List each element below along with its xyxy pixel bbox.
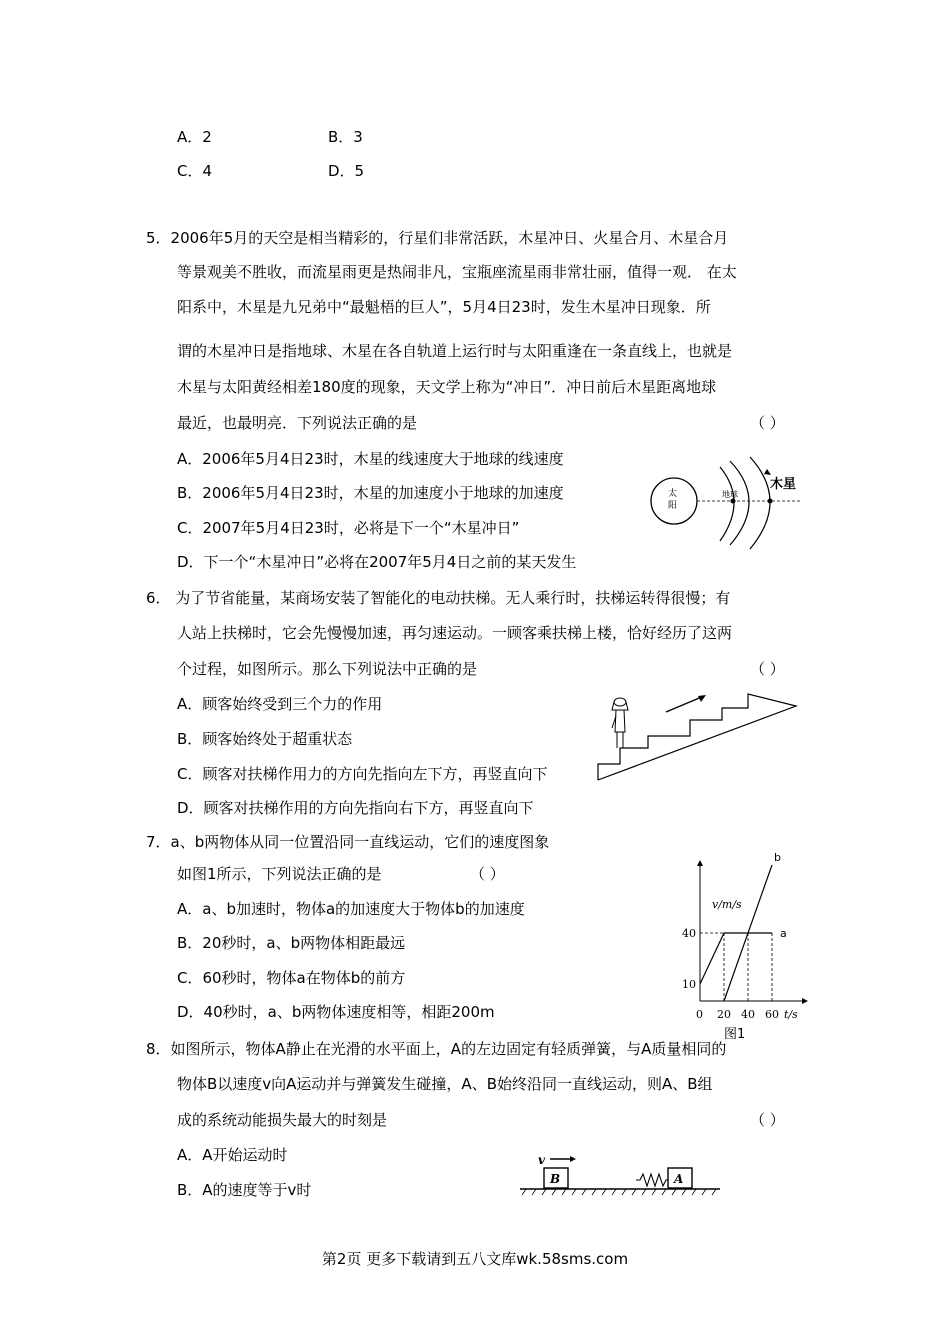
x-axis-arrow-icon xyxy=(802,998,808,1004)
block-b-label: B xyxy=(550,1172,561,1186)
q6-option-c: C．顾客对扶梯作用力的方向先指向左下方，再竖直向下 xyxy=(177,765,548,783)
escalator-figure xyxy=(590,688,805,783)
earth-orbit xyxy=(720,467,734,541)
page-footer: 第2页 更多下载请到五八文库wk.58sms.com xyxy=(321,1250,629,1268)
y-axis-label: v/m/s xyxy=(712,898,742,911)
q7-option-d: D．40秒时，a、b两物体速度相等，相距200m xyxy=(177,1003,495,1021)
earth-label: 地球 xyxy=(722,490,738,499)
series-label-a: a xyxy=(780,927,787,940)
y-tick-label: 10 xyxy=(682,978,696,991)
q5-option-b: B．2006年5月4日23时，木星的加速度小于地球的加速度 xyxy=(177,484,564,502)
q4-option-a: A．2 xyxy=(177,128,212,146)
velocity-label: v xyxy=(538,1153,545,1167)
x-axis-label: t/s xyxy=(784,1008,798,1021)
q5-option-d: D．下一个“木星冲日”必将在2007年5月4日之前的某天发生 xyxy=(177,553,577,571)
spring xyxy=(636,1174,668,1186)
series-label-b: b xyxy=(774,851,781,864)
sun-label-a: 太 xyxy=(668,489,678,499)
q8-option-b: B．A的速度等于v时 xyxy=(177,1181,312,1199)
q7-option-a: A．a、b加速时，物体a的加速度大于物体b的加速度 xyxy=(177,900,525,918)
chart-title: 图1 xyxy=(724,1027,746,1042)
q7-option-c: C．60秒时，物体a在物体b的前方 xyxy=(177,969,406,987)
q4-option-b: B．3 xyxy=(328,128,363,146)
q6-line: 个过程，如图所示。那么下列说法中正确的是 xyxy=(177,660,478,678)
q4-option-d: D．5 xyxy=(328,162,365,180)
earth-dot xyxy=(731,499,736,504)
y-axis-arrow-icon xyxy=(697,860,703,866)
orbit-arrow-icon xyxy=(764,469,771,475)
q5-line: 5．2006年5月的天空是相当精彩的，行星们非常活跃，木星冲日、火星合月、木星合月 xyxy=(146,229,729,247)
q5-line: 阳系中，木星是九兄弟中“最魁梧的巨人”，5月4日23时，发生木星冲日现象．所 xyxy=(177,298,711,316)
q8-option-a: A．A开始运动时 xyxy=(177,1146,288,1164)
x-tick-label: 20 xyxy=(717,1008,731,1021)
q7-option-b: B．20秒时，a、b两物体相距最远 xyxy=(177,934,406,952)
q6-option-d: D．顾客对扶梯作用的方向先指向右下方，再竖直向下 xyxy=(177,799,534,817)
block-a-label: A xyxy=(674,1172,684,1186)
velocity-arrow xyxy=(666,696,704,712)
q8-line: 8．如图所示，物体A静止在光滑的水平面上，A的左边固定有轻质弹簧，与A质量相同的 xyxy=(146,1040,727,1058)
velocity-arrow-icon xyxy=(570,1156,576,1162)
q8-line: 成的系统动能损失最大的时刻是 xyxy=(177,1111,388,1129)
q6-answer-bracket: （ ） xyxy=(750,660,785,678)
q5-option-c: C．2007年5月4日23时，必将是下一个“木星冲日” xyxy=(177,519,520,537)
y-tick-label: 40 xyxy=(682,927,696,940)
q7-line: 如图1所示，下列说法正确的是 xyxy=(177,865,382,883)
q7-line: 7．a、b两物体从同一位置沿同一直线运动，它们的速度图象 xyxy=(146,833,550,851)
q5-line: 谓的木星冲日是指地球、木星在各自轨道上运行时与太阳重逢在一条直线上，也就是 xyxy=(177,342,733,360)
q6-option-a: A．顾客始终受到三个力的作用 xyxy=(177,695,383,713)
q6-line: 人站上扶梯时，它会先慢慢加速，再匀速运动。一顾客乘扶梯上楼，恰好经历了这两 xyxy=(177,624,733,642)
q5-line: 木星与太阳黄经相差180度的现象，天文学上称为“冲日”．冲日前后木星距离地球 xyxy=(177,378,717,396)
velocity-time-chart xyxy=(680,851,810,1042)
x-tick-label: 40 xyxy=(741,1008,755,1021)
ground-hatching xyxy=(522,1189,716,1195)
series-line-a xyxy=(700,933,772,984)
q7-answer-bracket: （ ） xyxy=(470,865,505,883)
q6-option-b: B．顾客始终处于超重状态 xyxy=(177,730,353,748)
q8-line: 物体B以速度v向A运动并与弹簧发生碰撞，A、B始终沿同一直线运动，则A、B组 xyxy=(177,1075,713,1093)
x-tick-label: 60 xyxy=(765,1008,779,1021)
q5-answer-bracket: （ ） xyxy=(750,414,785,432)
jupiter-opposition-figure xyxy=(640,455,820,550)
q8-answer-bracket: （ ） xyxy=(750,1111,785,1129)
jupiter-label: 木星 xyxy=(770,477,797,492)
sun-label-b: 阳 xyxy=(668,501,678,511)
q6-line: 6． 为了节省能量，某商场安装了智能化的电动扶梯。无人乘行时，扶梯运转得很慢；有 xyxy=(146,589,731,607)
q5-option-a: A．2006年5月4日23时，木星的线速度大于地球的线速度 xyxy=(177,450,564,468)
jupiter-dot xyxy=(768,499,773,504)
x-tick-label: 0 xyxy=(696,1008,703,1021)
q5-line: 等景观美不胜收，而流星雨更是热闹非凡，宝瓶座流星雨非常壮丽，值得一观． 在太 xyxy=(177,263,737,281)
q4-option-c: C．4 xyxy=(177,162,213,180)
collision-figure xyxy=(518,1150,723,1202)
q5-line: 最近，也最明亮．下列说法正确的是 xyxy=(177,414,418,432)
customer-figure xyxy=(612,698,628,748)
